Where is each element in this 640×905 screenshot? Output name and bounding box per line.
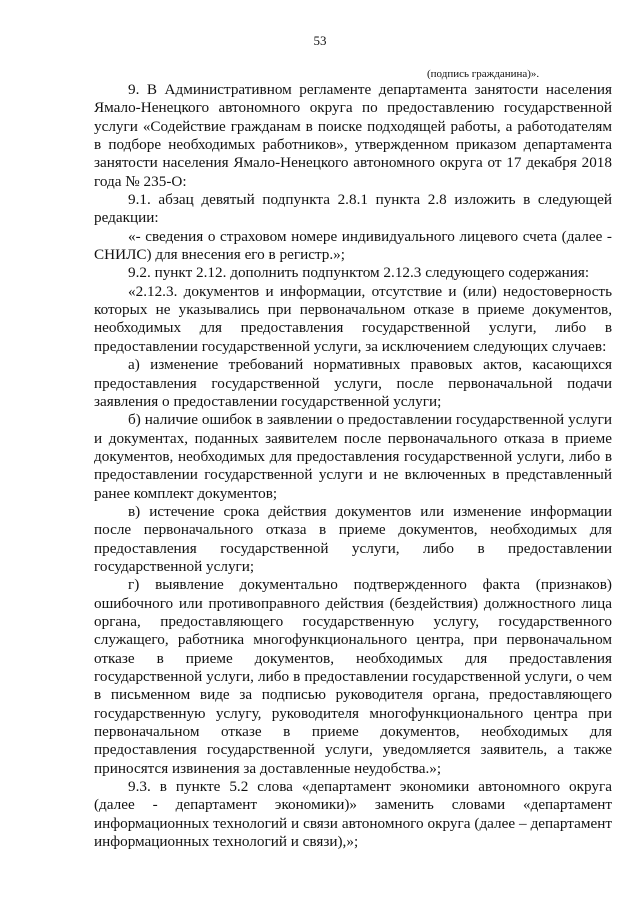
paragraph-9-1: 9.1. абзац девятый подпункта 2.8.1 пункта 2.8 изложить в следующей редакции:	[94, 191, 612, 227]
paragraph-2-12-3: «2.12.3. документов и информации, отсутствие и (или) недостоверность которых не указывались при первоначальном отказе в приеме документов, необходимых для предоставления государственной услуги, либо в предоставлении государственной услуги, за исключением следующих случаев:	[94, 282, 612, 355]
page-number: 53	[313, 33, 327, 48]
paragraph-item-g: г) выявление документально подтвержденного факта (признаков) ошибочного или противоправного действия (бездействия) должностного лица органа, предоставляющего государственную услугу, государственного служащего, работника многофункционального центра, при первоначальном отказе в приеме документов, необходимых для предоставления государственной услуги, либо в предоставлении государственной услуги, о чем в письменном виде за подписью руководителя органа, предоставляющего государственную услугу, руководителя многофункционального центра при первоначальном отказе в приеме документов, необходимых для предоставления государственной услуги, уведомляется заявитель, а также приносятся извинения за доставленные неудобства.»;	[94, 576, 612, 777]
paragraph-item-v: в) истечение срока действия документов или изменение информации после первоначального отказа в приеме документов, необходимых для предоставления государственной услуги, либо в предоставлении государственной услуги;	[94, 502, 612, 575]
document-body	[94, 81, 612, 851]
paragraph-9-2: 9.2. пункт 2.12. дополнить подпунктом 2.12.3 следующего содержания:	[128, 264, 590, 282]
signature-note: (подпись гражданина)».	[427, 68, 540, 80]
paragraph-9: 9. В Административном регламенте департамента занятости населения Ямало-Ненецкого автономного округа по предоставлению государственной услуги «Содействие гражданам в поиске подходящей работы, а работодателям в подборе необходимых работников», утвержденном приказом департамента занятости населения Ямало-Ненецкого автономного округа от 17 декабря 2018 года № 235-О:	[94, 81, 612, 190]
paragraph-9-3: 9.3. в пункте 5.2 слова «департамент экономики автономного округа (далее - департамент экономики)» заменить словами «департамент информационных технологий и связи автономного округа (далее – департамент информационных технологий и связи),»;	[94, 778, 612, 851]
paragraph-item-b: б) наличие ошибок в заявлении о предоставлении государственной услуги и документах, поданных заявителем после первоначального отказа в приеме документов, необходимых для предоставления государственной услуги, либо в предоставлении государственной услуги и не включенных в представленный ранее комплект документов;	[94, 411, 612, 502]
paragraph-item-a: а) изменение требований нормативных правовых актов, касающихся предоставления государственной услуги, после первоначальной подачи заявления о предоставлении государственной услуги;	[94, 356, 612, 410]
paragraph-9-1-text: «- сведения о страховом номере индивидуального лицевого счета (далее - СНИЛС) для внесения его в регистр.»;	[94, 227, 612, 264]
